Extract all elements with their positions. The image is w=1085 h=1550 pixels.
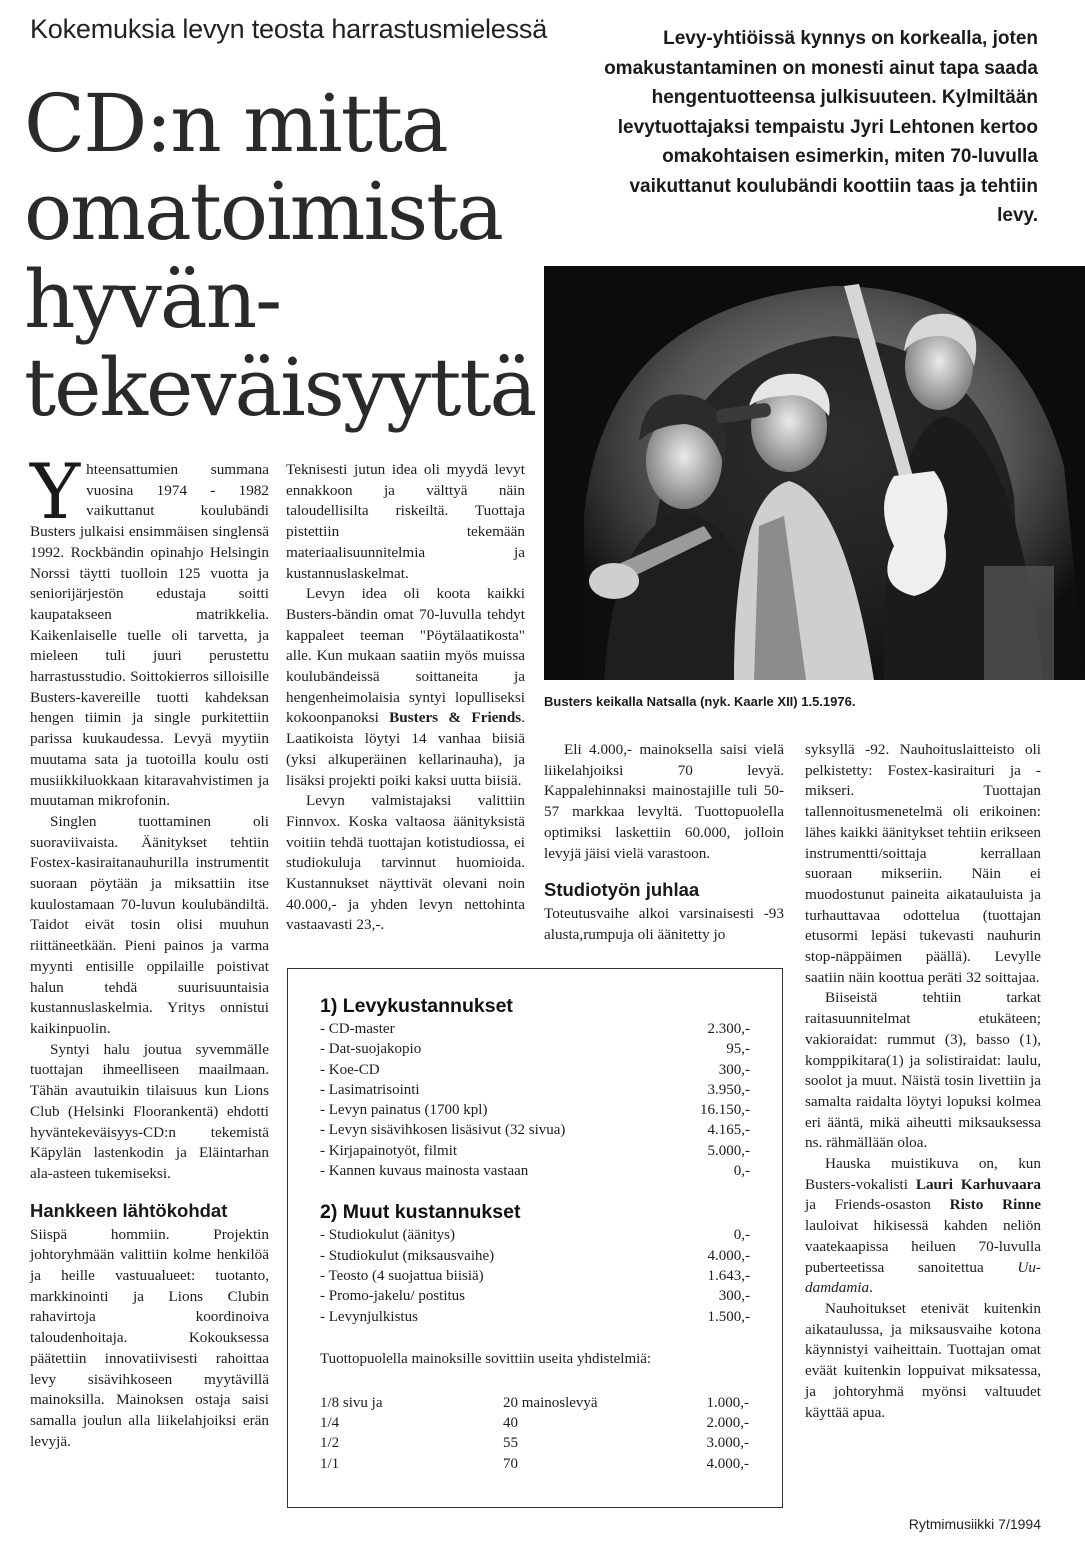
combo-price: 4.000,- — [706, 1455, 749, 1472]
combo-price: 2.000,- — [706, 1415, 749, 1432]
cost-heading: 2) Muut kustannukset — [320, 1201, 521, 1224]
combo-size: 1/2 — [320, 1435, 340, 1452]
cost-row — [320, 1060, 750, 1080]
cost-row — [320, 1019, 750, 1039]
photo-caption: Busters keikalla Natsalla (nyk. Kaarle XII) 1.5.1976. — [544, 694, 856, 709]
combo-discs: 20 mainoslevyä — [503, 1394, 598, 1411]
body-paragraph — [286, 584, 525, 791]
body-paragraph — [30, 447, 269, 812]
cost-list-2 — [320, 1225, 750, 1326]
cost-amount: 4.000,- — [707, 1247, 750, 1264]
combo-discs: 55 — [503, 1435, 518, 1452]
combo-size: 1/8 sivu ja — [320, 1394, 383, 1411]
cost-label: - CD-master — [320, 1021, 395, 1037]
combo-size: 1/1 — [320, 1455, 340, 1472]
cost-label: - Teosto (4 suojattua biisiä) — [320, 1267, 484, 1284]
combo-intro: Tuottopuolella mainoksille sovittiin useita yhdistelmiä: — [320, 1350, 652, 1367]
cost-heading: 1) Levykustannukset — [320, 995, 513, 1017]
headline-line: CD:n mitta — [24, 77, 447, 170]
combo-discs: 70 — [503, 1455, 518, 1472]
cost-row — [320, 1161, 750, 1181]
cost-row — [320, 1080, 750, 1100]
person-name: Lauri Karhuvaara — [915, 1175, 1041, 1193]
cost-amount: 1.643,- — [707, 1267, 750, 1284]
cost-label: - Levyn painatus (1700 kpl) — [320, 1102, 488, 1119]
cost-row — [320, 1120, 750, 1140]
cost-row — [320, 1266, 750, 1286]
section-heading: Studiotyön juhlaa — [544, 879, 700, 901]
cost-amount: 1.500,- — [707, 1308, 750, 1325]
body-paragraph: Syntyi halu joutua syvemmälle tuottajan ihmeelliseen maailmaan. Tähän avautuikin tilaisuus kun Lions Club (Helsinki Floorankentä) ehdotti hyväntekeväisyys-CD:n tekemistä Käpylän lastenkodin ja Eläintarhan ala-asteen tukemiseksi. — [30, 1040, 269, 1182]
combo-row — [320, 1433, 750, 1453]
combo-row — [320, 1413, 750, 1433]
cost-label: - Studiokulut (äänitys) — [320, 1227, 455, 1244]
body-paragraph: Nauhoitukset etenivät kuitenkin aikataulussa, ja miksausvaihe kotona käynnistyi vaiheittain. Tuottajan omat eväät kuitenkin loppuivat miksatessa, ja johtoryhmä myönsi valtuudet käyttää apua. — [805, 1299, 1041, 1421]
headline-line: omatoimista — [24, 165, 502, 258]
cost-label: - Dat-suojakopio — [320, 1041, 422, 1058]
cost-row — [320, 1225, 750, 1245]
article-kicker: Kokemuksia levyn teosta harrastusmielessä — [30, 14, 548, 44]
paragraph-text: ja Friends-osaston — [805, 1196, 950, 1214]
article-column-4 — [805, 740, 1041, 1423]
cost-table-box — [287, 968, 783, 1508]
band-name: Busters & Friends — [389, 709, 522, 727]
cost-amount: 4.165,- — [707, 1122, 750, 1139]
lead-paragraph: Levy-yhtiöissä kynnys on korkealla, joten omakustantaminen on monesti ainut tapa saada hengentuotteensa julkisuuteen. Kylmiltään levytuottajaksi tempaistu Jyri Lehtonen kertoo omakohtaisen esimerkin, miten 70-luvulla vaikuttanut koulubändi koottiin taas ja tehtiin levy. — [604, 28, 1038, 226]
cost-amount: 5.000,- — [707, 1142, 750, 1159]
paragraph-text: . Laatikoista löytyi 14 vanhaa biisiä (yksi alkuperäinen kellarinauha), ja lisäksi projekti poiki kaksi uutta biisiä. — [286, 709, 526, 789]
body-paragraph: Teknisesti jutun idea oli myydä levyt ennakkoon ja välttyä näin taloudellisilta riskeiltä. Tuottaja pistettiin tekemään materiaalisuunnitelmia ja kustannuslaskelmat. — [286, 461, 525, 582]
paragraph-text: hteensattumien summana vuosina 1974 - 1982 vaikuttanut koulubändi Busters julkaisi ensimmäisen singlensä 1992. Rockbändin opinahjo Helsingin Norssi täytti tuolloin 125 vuotta ja seniorijärjestön edustaja soitti kaupatakseen matrikkelia. Kaikenlaiselle tuelle oli tarvetta, ja mieleen tuli juuri perustettu harrastusstudio. Soittokierros silloisille Busters-kavereille tuotti kahdeksan hengen tiimin ja single purkitettiin parissa kuukaudessa. Levyä myytiin muutama sata ja tuotoilla koulu osti musiikkiluokkaan kitaravahvistimen ja muutaman mikrofonin. — [30, 461, 269, 810]
cost-amount: 0,- — [733, 1227, 750, 1244]
body-paragraph: syksyllä -92. Nauhoituslaitteisto oli pelkistetty: Fostex-kasiraituri ja -mikseri. Tuottajan tallennoitusmenetelmä oli erikoinen: lähes kaikki äänitykset tehtiin erikseen instrumentti/soittaja kerrallaan suoraan mikseriin. Näin ei muodostunut paineita aikatauluista ja turhauttavaa odottelua (tuottajan etusormi lepäsi tukevasti nauhurin stop-näppäimen päällä). Levylle saatiin näin koottua peräti 32 soittajaa. — [805, 741, 1041, 986]
paragraph-text: lauloivat hikisessä kahden neliön vaatekaapissa heiluen 70-luvulla puberteetissa sanoitettua — [805, 1217, 1041, 1276]
body-paragraph: Toteutusvaihe alkoi varsinaisesti -93 alusta,rumpuja oli äänitetty jo — [544, 905, 784, 943]
cost-amount: 3.950,- — [707, 1081, 750, 1098]
article-column-2 — [286, 460, 525, 936]
cost-row — [320, 1141, 750, 1161]
body-paragraph: Levyn valmistajaksi valittiin Finnvox. Koska valtaosa äänityksistä voitiin tehdä tuottajan kotistudiossa, ei studiokuluja tarvinnut huomioida. Kustannukset näyttivät olevani noin 40.000,- ja yhden levyn nettohinta vastaavasti 23,-. — [286, 792, 525, 934]
headline-line: hyvän- — [24, 253, 281, 346]
cost-row — [320, 1039, 750, 1059]
article-column-3 — [544, 740, 784, 946]
combo-size: 1/4 — [320, 1415, 340, 1432]
cost-amount: 300,- — [718, 1061, 750, 1078]
paragraph-text: Levyn idea oli koota kaikki Busters-bändin omat 70-luvulla tehdyt kappaleet teeman "Pöytälaatikosta" alle. Kun mukaan saatiin myös muissa koulubändeissä soittaneita ja hengenheimolaisia syntyi lopulliseksi kokoonpanoksi — [286, 585, 525, 727]
cost-amount: 95,- — [726, 1041, 750, 1058]
cost-amount: 0,- — [733, 1163, 750, 1180]
cost-row — [320, 1307, 750, 1327]
song-title: Uu-damdamia — [805, 1258, 1041, 1297]
body-paragraph: Singlen tuottaminen oli suoraviivaista. Äänitykset tehtiin Fostex-kasiraitanauhurilla instrumentit suoraan pöytään ja miksattiin itse kuulostamaan 70-luvun koulubändiltä. Taidot eivät tosin olisi muuhun riittäneetkään. Pieni painos ja varma myynti entisille oppilaille poistivat halun tehdä suurisuuntaisia kustannuslaskelmia. Yritys onnistui kaikinpuolin. — [30, 812, 269, 1037]
cost-row — [320, 1246, 750, 1266]
cost-amount: 300,- — [718, 1288, 750, 1305]
cost-label: - Levyn sisävihkosen lisäsivut (32 sivua) — [320, 1122, 566, 1139]
combo-list — [320, 1393, 750, 1474]
cost-label: - Kirjapainotyöt, filmit — [320, 1142, 458, 1159]
combo-row — [320, 1454, 750, 1474]
cost-label: - Studiokulut (miksausvaihe) — [320, 1247, 495, 1264]
combo-row — [320, 1393, 750, 1413]
paragraph-text: . — [869, 1279, 873, 1297]
cost-label: - Lasimatrisointi — [320, 1081, 420, 1098]
combo-discs: 40 — [503, 1415, 518, 1432]
cost-label: - Levynjulkistus — [320, 1308, 418, 1325]
cost-row — [320, 1100, 750, 1120]
body-paragraph: Siispä hommiin. Projektin johtoryhmään valittiin kolme henkilöä ja heille vastuualueet: tuotanto, markkinointi ja Lions Clubin rahavirtoja koordinoiva taloudenhoitaja. Kokouksessa päätettiin innovatiivisesti rahoittaa levy sisävihkoseen myytävillä mainoksilla. Mainoksen ostaja saisi samalla joulun alla liikelahjoiksi erän levyjä. — [30, 1225, 269, 1450]
cost-row — [320, 1286, 750, 1306]
cost-list-1 — [320, 1019, 750, 1181]
article-headline — [24, 77, 536, 434]
person-name: Risto Rinne — [949, 1196, 1041, 1214]
article-column-1 — [30, 447, 269, 1452]
combo-price: 3.000,- — [706, 1435, 749, 1452]
cost-amount: 16.150,- — [700, 1102, 750, 1119]
drop-cap: Y — [30, 447, 81, 536]
body-paragraph: Eli 4.000,- mainoksella saisi vielä liikelahjoiksi 70 levyä. Kappalehinnaksi mainostajille tuli 50-57 markkaa levyltä. Tuottopuolella optimiksi laskettiin 60.000, jolloin levyjä jäisi vielä varastoon. — [544, 741, 784, 862]
band-photo-image — [544, 266, 1085, 680]
headline-line: tekeväisyyttä — [24, 341, 536, 434]
page-footer: Rytmimusiikki 7/1994 — [908, 1516, 1041, 1532]
band-photo — [544, 266, 1085, 680]
paragraph-text: Hauska muistikuva on, kun Busters-vokalisti — [805, 1155, 1041, 1193]
cost-label: - Promo-jakelu/ postitus — [320, 1288, 465, 1305]
combo-price: 1.000,- — [706, 1394, 749, 1411]
body-paragraph: Biiseistä tehtiin tarkat raitasuunnitelmat etukäteen; vakioraidat: rummut (3), basso (1), komppikitara(1) ja solistiraidat: laulu, soolot ja muut. Näistä tosin livettiin ja samalta raidalta löytyi lopuksi kolmea eri ääntä, mikä aiheutti miksauksessa ns. rähmällään oloa. — [805, 989, 1041, 1152]
cost-label: - Koe-CD — [320, 1061, 380, 1078]
section-heading: Hankkeen lähtökohdat — [30, 1199, 228, 1221]
cost-amount: 2.300,- — [707, 1021, 750, 1037]
body-paragraph — [805, 1154, 1041, 1299]
cost-label: - Kannen kuvaus mainosta vastaan — [320, 1163, 529, 1180]
